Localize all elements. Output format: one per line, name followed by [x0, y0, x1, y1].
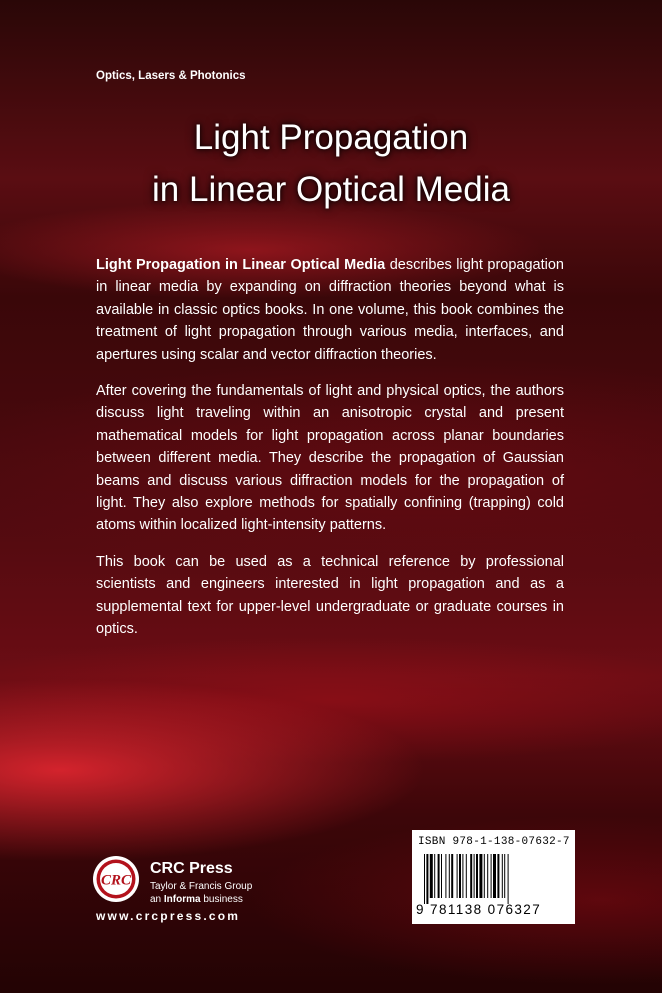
publisher-group: Taylor & Francis Group [150, 881, 253, 892]
publisher-block [150, 860, 252, 906]
logo-text: CRC [100, 872, 132, 889]
barcode-number: 9 781138 076327 [416, 902, 542, 917]
publisher-name: CRC Press [150, 860, 233, 877]
description-paragraph-1-text: describes light propagation in linear media by expanding on diffraction theories beyond what is available in classic optics books. In one volume, this book combines the treatment of light propagation through various media, interfaces, and apertures using scalar and vector diffraction theories. [96, 257, 564, 363]
description-paragraph-3: This book can be used as a technical reference by professional scientists and engineers interested in light propagation and as a supplemental text for upper-level undergraduate or graduate courses in optics. [96, 553, 564, 638]
title-line-2: in Linear Optical Media [152, 170, 510, 209]
informa-prefix: an [150, 894, 164, 905]
book-title [0, 112, 662, 216]
informa-bold: Informa [163, 894, 201, 905]
publisher-informa [150, 893, 252, 906]
description-title-bold: Light Propagation in Linear Optical Media [96, 257, 386, 273]
title-line-1: Light Propagation [193, 118, 469, 157]
description [96, 254, 564, 655]
barcode-icon [424, 854, 564, 904]
publisher-url: www.crcpress.com [96, 909, 241, 923]
crc-logo-icon [92, 855, 140, 903]
series-name: Optics, Lasers & Photonics [96, 70, 246, 82]
description-paragraph-1 [96, 254, 564, 366]
isbn-barcode-box [412, 830, 575, 924]
description-paragraph-2: After covering the fundamentals of light and physical optics, the authors discuss light traveling within an anisotropic crystal and present mathematical models for light propagation across planar boundaries between different media. They describe the propagation of Gaussian beams and discuss various diffraction models for the propagation of light. They also explore methods for spatially confining (trapping) cold atoms within localized light-intensity patterns. [96, 383, 564, 534]
isbn-label: ISBN 978-1-138-07632-7 [418, 836, 570, 848]
informa-suffix: business [200, 894, 243, 905]
